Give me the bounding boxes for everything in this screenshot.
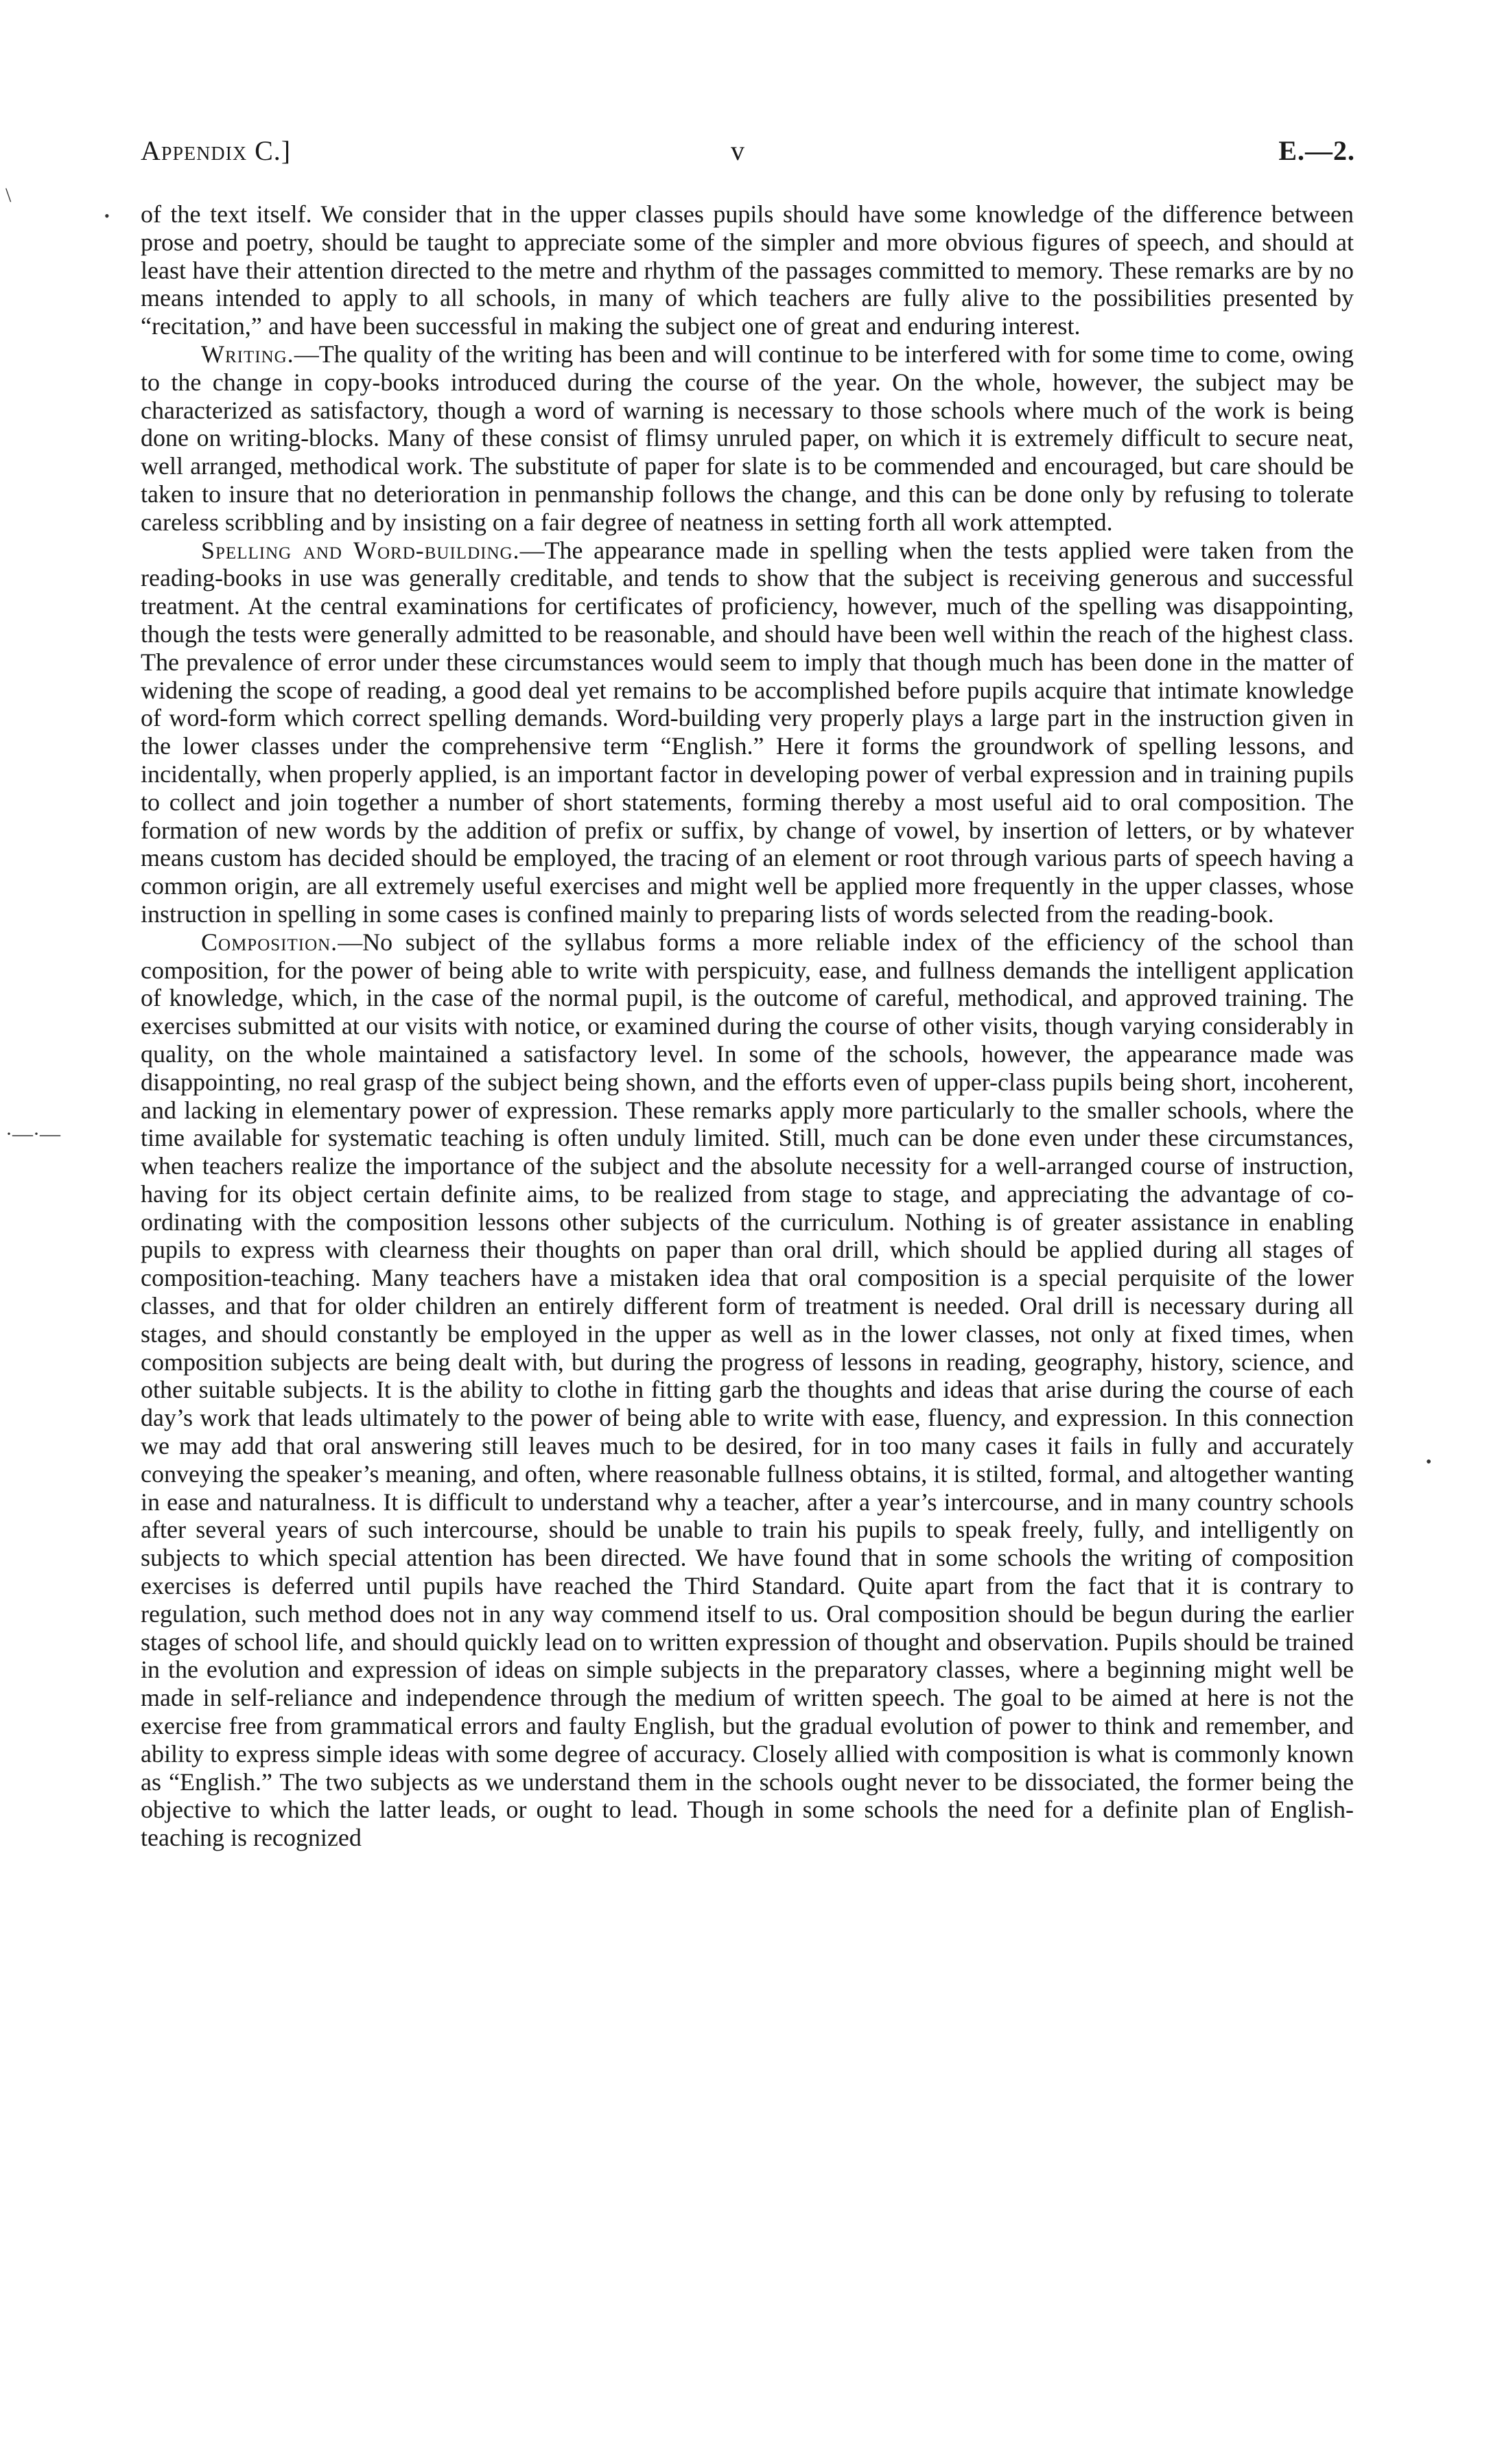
margin-mark: • [1426, 1453, 1432, 1471]
margin-mark: • [104, 207, 110, 224]
margin-mark: \ [5, 184, 12, 207]
header-document-code: E.—2. [1278, 135, 1355, 166]
header-appendix-label: Appendix C.] [141, 135, 292, 166]
paragraph-text: of the text itself. We consider that in the upper classes pupils should have some knowledge of the difference between prose and poetry, should be taught to appreciate some of the simpler and more obvious figures of speech, and should at least have their attention directed to the metre and rhythm of the passages committed to memory. These remarks are by no means intended to apply to all schools, in many of which teachers are fully alive to the possibilities presented by “recitation,” and have been successful in making the subject one of great and enduring interest. [141, 200, 1354, 340]
margin-mark: ·—·— [5, 1123, 60, 1145]
paragraph-composition [141, 928, 1354, 1852]
paragraph-text: —The quality of the writing has been and will continue to be interfered with for some time to come, owing to the change in copy-books introduced during the course of the year. On the whole, however, the subject may be characterized as satisfactory, though a word of warning is necessary to those schools where much of the work is being done on writing-blocks. Many of these consist of flimsy unruled paper, on which it is extremely difficult to secure neat, well arranged, methodical work. The substitute of paper for slate is to be commended and encouraged, but care should be taken to insure that no deterioration in penmanship follows the change, and this can be done only by refusing to tolerate careless scribbling and by insisting on a fair degree of neatness in setting forth all work attempted. [141, 340, 1354, 536]
paragraph-writing [141, 340, 1354, 537]
section-heading-spelling: Spelling and Word-building. [201, 536, 520, 564]
header-page-number: v [731, 135, 745, 166]
paragraph-spelling [141, 537, 1354, 928]
page-header [141, 134, 1355, 176]
section-heading-composition: Composition. [201, 928, 338, 956]
paragraph-recitation-continued [141, 200, 1354, 340]
paragraph-text: —No subject of the syllabus forms a more reliable index of the efficiency of the school than composition, for the power of being able to write with perspicuity, ease, and fullness demands the intelligent application of knowledge, which, in the case of the normal pupil, is the outcome of careful, methodical, and approved training. The exercises submitted at our visits with notice, or examined during the course of other visits, though varying considerably in quality, on the whole maintained a satisfactory level. In some of the schools, however, the appearance made was disappointing, no real grasp of the subject being shown, and the efforts even of upper-class pupils being short, incoherent, and lacking in elementary power of expression. These remarks apply more particularly to the smaller schools, where the time available for systematic teaching is often unduly limited. Still, much can be done even under these circumstances, when teachers realize the importance of the subject and the absolute necessity for a well-arranged course of instruction, having for its object certain definite aims, to be realized from stage to stage, and appreciating the advantage of co-ordinating with the composition lessons other subjects of the curriculum. Nothing is of greater assistance in enabling pupils to express with clearness their thoughts on paper than oral drill, which should be applied during all stages of composition-teaching. Many teachers have a mistaken idea that oral composition is a special perquisite of the lower classes, and that for older children an entirely different form of treatment is needed. Oral drill is necessary during all stages, and should constantly be employed in the upper as well as in the lower classes, not only at fixed times, when composition subjects are being dealt with, but during the progress of lessons in reading, geography, history, science, and other suitable subjects. It is the ability to clothe in fitting garb the thoughts and ideas that arise during the course of each day’s work that leads ultimately to the power of being able to write with ease, fluency, and expression. In this connection we may add that oral answering still leaves much to be desired, for in too many cases it fails in fully and accurately conveying the speaker’s meaning, and often, where reasonable fullness obtains, it is stilted, formal, and altogether wanting in ease and naturalness. It is difficult to understand why a teacher, after a year’s intercourse, and in many country schools after several years of such intercourse, should be unable to train his pupils to speak freely, fully, and intelligently on subjects to which special attention has been directed. We have found that in some schools the writing of composition exercises is deferred until pupils have reached the Third Standard. Quite apart from the fact that it is contrary to regulation, such method does not in any way commend itself to us. Oral composition should be begun during the earlier stages of school life, and should quickly lead on to written expression of thought and observation. Pupils should be trained in the evolution and expression of ideas on simple subjects in the preparatory classes, where a beginning might well be made in self-reliance and independence through the medium of written speech. The goal to be aimed at here is not the exercise free from grammatical errors and faulty English, but the gradual evolution of power to think and remember, and ability to express simple ideas with some degree of accuracy. Closely allied with composition is what is commonly known as “English.” The two subjects as we understand them in the schools ought never to be dissociated, the former being the objective to which the latter leads, or ought to lead. Though in some schools the need for a definite plan of English-teaching is recognized [141, 928, 1354, 1852]
paragraph-text: —The appearance made in spelling when the tests applied were taken from the reading-books in use was generally creditable, and tends to show that the subject is receiving generous and successful treatment. At the central examinations for certificates of proficiency, however, much of the spelling was disappointing, though the tests were generally admitted to be reasonable, and should have been well within the reach of the highest class. The prevalence of error under these circumstances would seem to imply that though much has been done in the matter of widening the scope of reading, a good deal yet remains to be accomplished before pupils acquire that intimate knowledge of word-form which correct spelling demands. Word-building very properly plays a large part in the instruction given in the lower classes under the comprehensive term “English.” Here it forms the groundwork of spelling lessons, and incidentally, when properly applied, is an important factor in developing power of verbal expression and in training pupils to collect and join together a number of short statements, forming thereby a most useful aid to oral composition. The formation of new words by the addition of prefix or suffix, by change of vowel, by insertion of letters, or by whatever means custom has decided should be employed, the tracing of an element or root through various parts of speech having a common origin, are all extremely useful exercises and might well be applied more frequently in the upper classes, whose instruction in spelling in some cases is confined mainly to preparing lists of words selected from the reading-book. [141, 536, 1354, 928]
section-heading-writing: Writing. [201, 340, 294, 368]
body-text [141, 200, 1354, 1852]
